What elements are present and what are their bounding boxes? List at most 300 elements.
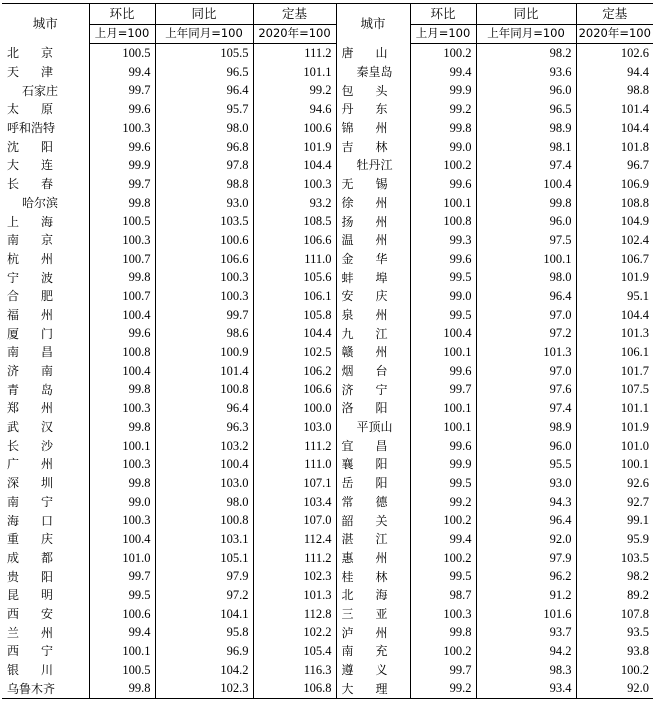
yoy-value: 97.9 bbox=[476, 549, 576, 568]
city-label: 武汉 bbox=[7, 420, 53, 435]
mom-value: 100.3 bbox=[89, 455, 155, 474]
mom-value: 99.8 bbox=[89, 418, 155, 437]
fixed-value: 94.4 bbox=[576, 63, 653, 82]
header-row-primary bbox=[2, 4, 653, 25]
mom-value: 100.3 bbox=[89, 399, 155, 418]
mom-value: 100.2 bbox=[410, 549, 476, 568]
city-label: 惠州 bbox=[341, 550, 388, 565]
table-row bbox=[2, 212, 653, 231]
city-name bbox=[2, 679, 89, 698]
table-row bbox=[2, 530, 653, 549]
yoy-value: 97.2 bbox=[476, 324, 576, 343]
mom-value: 99.7 bbox=[410, 661, 476, 680]
table-row bbox=[2, 642, 653, 661]
yoy-value: 96.4 bbox=[155, 81, 253, 100]
table-row bbox=[2, 455, 653, 474]
fixed-value: 104.4 bbox=[253, 156, 336, 175]
city-name bbox=[336, 399, 410, 418]
city-name bbox=[2, 100, 89, 119]
yoy-value: 94.3 bbox=[476, 493, 576, 512]
yoy-value: 101.4 bbox=[155, 362, 253, 381]
mom-value: 98.7 bbox=[410, 586, 476, 605]
mom-value: 99.5 bbox=[410, 268, 476, 287]
fixed-value: 99.1 bbox=[576, 511, 653, 530]
yoy-value: 93.0 bbox=[476, 474, 576, 493]
fixed-value: 104.4 bbox=[576, 306, 653, 325]
city-label: 赣州 bbox=[341, 345, 388, 360]
table-row bbox=[2, 287, 653, 306]
city-name bbox=[2, 81, 89, 100]
table-row bbox=[2, 194, 653, 213]
fixed-value: 103.0 bbox=[253, 418, 336, 437]
table-row bbox=[2, 679, 653, 698]
mom-value: 100.3 bbox=[410, 605, 476, 624]
mom-value: 100.7 bbox=[89, 287, 155, 306]
fixed-value: 102.3 bbox=[253, 567, 336, 586]
header-yoy-sub-left: 上年同月=100 bbox=[155, 25, 253, 44]
city-label: 桂林 bbox=[341, 569, 388, 584]
fixed-value: 100.2 bbox=[576, 661, 653, 680]
table-row bbox=[2, 493, 653, 512]
mom-value: 100.1 bbox=[410, 418, 476, 437]
yoy-value: 92.0 bbox=[476, 530, 576, 549]
fixed-value: 108.8 bbox=[576, 194, 653, 213]
fixed-value: 111.2 bbox=[253, 549, 336, 568]
mom-value: 99.4 bbox=[410, 63, 476, 82]
fixed-value: 100.6 bbox=[253, 119, 336, 138]
table-row bbox=[2, 418, 653, 437]
header-mom-sub-right: 上月=100 bbox=[410, 25, 476, 44]
fixed-value: 107.0 bbox=[253, 511, 336, 530]
city-label: 吉林 bbox=[341, 139, 388, 154]
city-label: 太原 bbox=[7, 102, 53, 117]
city-name bbox=[336, 100, 410, 119]
fixed-value: 106.1 bbox=[253, 287, 336, 306]
yoy-value: 93.0 bbox=[155, 194, 253, 213]
mom-value: 100.2 bbox=[410, 642, 476, 661]
fixed-value: 101.7 bbox=[576, 362, 653, 381]
mom-value: 99.6 bbox=[410, 436, 476, 455]
city-name bbox=[2, 268, 89, 287]
fixed-value: 106.6 bbox=[253, 231, 336, 250]
fixed-value: 111.0 bbox=[253, 250, 336, 269]
yoy-value: 100.1 bbox=[476, 250, 576, 269]
city-name bbox=[336, 137, 410, 156]
city-label: 上海 bbox=[7, 214, 53, 229]
yoy-value: 100.3 bbox=[155, 268, 253, 287]
mom-value: 100.3 bbox=[89, 119, 155, 138]
fixed-value: 94.6 bbox=[253, 100, 336, 119]
city-name bbox=[2, 474, 89, 493]
city-label: 岳阳 bbox=[341, 476, 388, 491]
city-label: 扬州 bbox=[341, 214, 388, 229]
yoy-value: 98.0 bbox=[476, 268, 576, 287]
city-label: 重庆 bbox=[7, 532, 53, 547]
mom-value: 99.7 bbox=[89, 567, 155, 586]
mom-value: 100.6 bbox=[89, 605, 155, 624]
header-fixed-right: 定基 bbox=[576, 4, 653, 25]
city-label: 成都 bbox=[7, 550, 53, 565]
fixed-value: 101.1 bbox=[576, 399, 653, 418]
table-row bbox=[2, 380, 653, 399]
fixed-value: 95.9 bbox=[576, 530, 653, 549]
fixed-value: 101.9 bbox=[253, 137, 336, 156]
city-name bbox=[336, 268, 410, 287]
fixed-value: 105.8 bbox=[253, 306, 336, 325]
city-label: 大连 bbox=[7, 158, 53, 173]
yoy-value: 96.0 bbox=[476, 212, 576, 231]
yoy-value: 98.9 bbox=[476, 119, 576, 138]
yoy-value: 104.1 bbox=[155, 605, 253, 624]
table-row bbox=[2, 605, 653, 624]
city-label: 哈尔滨 bbox=[22, 195, 59, 210]
yoy-value: 98.2 bbox=[476, 44, 576, 63]
city-name bbox=[336, 455, 410, 474]
city-name bbox=[2, 436, 89, 455]
city-label: 湛江 bbox=[341, 532, 388, 547]
fixed-value: 106.9 bbox=[576, 175, 653, 194]
yoy-value: 95.7 bbox=[155, 100, 253, 119]
fixed-value: 99.2 bbox=[253, 81, 336, 100]
city-label: 乌鲁木齐 bbox=[7, 681, 56, 696]
yoy-value: 100.9 bbox=[155, 343, 253, 362]
city-name bbox=[336, 567, 410, 586]
city-label: 常德 bbox=[341, 494, 388, 509]
yoy-value: 97.2 bbox=[155, 586, 253, 605]
city-label: 郑州 bbox=[7, 401, 53, 416]
fixed-value: 92.6 bbox=[576, 474, 653, 493]
fixed-value: 107.1 bbox=[253, 474, 336, 493]
header-mom-left: 环比 bbox=[89, 4, 155, 25]
yoy-value: 97.4 bbox=[476, 399, 576, 418]
table-row bbox=[2, 343, 653, 362]
fixed-value: 102.2 bbox=[253, 623, 336, 642]
yoy-value: 98.6 bbox=[155, 324, 253, 343]
yoy-value: 97.5 bbox=[476, 231, 576, 250]
city-label: 唐山 bbox=[341, 46, 388, 61]
city-label: 宜昌 bbox=[341, 438, 388, 453]
city-label: 南宁 bbox=[7, 494, 53, 509]
city-name bbox=[2, 231, 89, 250]
city-name bbox=[2, 623, 89, 642]
city-name bbox=[2, 175, 89, 194]
mom-value: 99.5 bbox=[410, 474, 476, 493]
mom-value: 99.9 bbox=[89, 156, 155, 175]
city-name bbox=[336, 194, 410, 213]
city-name bbox=[336, 306, 410, 325]
city-name bbox=[2, 642, 89, 661]
mom-value: 100.5 bbox=[89, 44, 155, 63]
mom-value: 99.6 bbox=[410, 250, 476, 269]
fixed-value: 106.6 bbox=[253, 380, 336, 399]
city-name bbox=[336, 530, 410, 549]
yoy-value: 97.9 bbox=[155, 567, 253, 586]
yoy-value: 96.8 bbox=[155, 137, 253, 156]
city-name bbox=[2, 63, 89, 82]
mom-value: 101.0 bbox=[89, 549, 155, 568]
fixed-value: 104.9 bbox=[576, 212, 653, 231]
mom-value: 100.2 bbox=[410, 44, 476, 63]
price-index-table-container bbox=[2, 3, 653, 699]
city-label: 襄阳 bbox=[341, 457, 388, 472]
city-name bbox=[2, 324, 89, 343]
fixed-value: 100.3 bbox=[253, 175, 336, 194]
fixed-value: 101.9 bbox=[576, 418, 653, 437]
city-name bbox=[336, 661, 410, 680]
mom-value: 99.0 bbox=[89, 493, 155, 512]
city-name bbox=[336, 586, 410, 605]
city-label: 大理 bbox=[341, 681, 388, 696]
city-label: 丹东 bbox=[341, 102, 388, 117]
city-name bbox=[336, 549, 410, 568]
city-name bbox=[336, 63, 410, 82]
yoy-value: 100.4 bbox=[155, 455, 253, 474]
mom-value: 100.4 bbox=[410, 324, 476, 343]
city-label: 九江 bbox=[341, 326, 388, 341]
table-row bbox=[2, 511, 653, 530]
price-index-table bbox=[2, 3, 653, 699]
fixed-value: 100.1 bbox=[576, 455, 653, 474]
fixed-value: 105.6 bbox=[253, 268, 336, 287]
fixed-value: 104.4 bbox=[576, 119, 653, 138]
mom-value: 99.7 bbox=[89, 175, 155, 194]
header-mom-right: 环比 bbox=[410, 4, 476, 25]
yoy-value: 97.0 bbox=[476, 362, 576, 381]
mom-value: 100.4 bbox=[89, 530, 155, 549]
yoy-value: 95.8 bbox=[155, 623, 253, 642]
table-row bbox=[2, 63, 653, 82]
fixed-value: 98.8 bbox=[576, 81, 653, 100]
city-label: 包头 bbox=[341, 83, 388, 98]
mom-value: 99.6 bbox=[89, 100, 155, 119]
fixed-value: 101.3 bbox=[576, 324, 653, 343]
table-row bbox=[2, 324, 653, 343]
city-label: 金华 bbox=[341, 251, 388, 266]
city-label: 北海 bbox=[341, 588, 388, 603]
city-name bbox=[2, 399, 89, 418]
table-row bbox=[2, 586, 653, 605]
city-name bbox=[336, 642, 410, 661]
city-label: 徐州 bbox=[341, 195, 388, 210]
city-name bbox=[2, 418, 89, 437]
city-name bbox=[336, 623, 410, 642]
header-row-secondary bbox=[2, 25, 653, 44]
mom-value: 99.4 bbox=[410, 530, 476, 549]
city-name bbox=[336, 436, 410, 455]
yoy-value: 105.1 bbox=[155, 549, 253, 568]
header-fixed-sub-right: 2020年=100 bbox=[576, 25, 653, 44]
city-name bbox=[2, 44, 89, 63]
city-name bbox=[336, 156, 410, 175]
city-name bbox=[336, 511, 410, 530]
city-label: 天津 bbox=[7, 65, 53, 80]
city-name bbox=[336, 212, 410, 231]
mom-value: 99.0 bbox=[410, 287, 476, 306]
city-name bbox=[336, 287, 410, 306]
yoy-value: 97.0 bbox=[476, 306, 576, 325]
fixed-value: 104.4 bbox=[253, 324, 336, 343]
fixed-value: 101.4 bbox=[576, 100, 653, 119]
mom-value: 99.5 bbox=[410, 567, 476, 586]
yoy-value: 99.8 bbox=[476, 194, 576, 213]
city-name bbox=[336, 81, 410, 100]
city-label: 银川 bbox=[7, 663, 53, 678]
mom-value: 100.4 bbox=[89, 362, 155, 381]
yoy-value: 97.8 bbox=[155, 156, 253, 175]
city-name bbox=[336, 380, 410, 399]
fixed-value: 93.5 bbox=[576, 623, 653, 642]
header-city-right: 城市 bbox=[336, 4, 410, 44]
table-row bbox=[2, 156, 653, 175]
table-row bbox=[2, 399, 653, 418]
mom-value: 99.6 bbox=[89, 324, 155, 343]
yoy-value: 96.5 bbox=[155, 63, 253, 82]
city-label: 海口 bbox=[7, 513, 53, 528]
fixed-value: 103.4 bbox=[253, 493, 336, 512]
yoy-value: 101.6 bbox=[476, 605, 576, 624]
mom-value: 100.5 bbox=[89, 661, 155, 680]
mom-value: 99.8 bbox=[89, 679, 155, 698]
city-label: 秦皇岛 bbox=[356, 65, 393, 80]
city-name bbox=[2, 119, 89, 138]
table-row bbox=[2, 137, 653, 156]
city-name bbox=[2, 605, 89, 624]
header-mom-sub-left: 上月=100 bbox=[89, 25, 155, 44]
mom-value: 99.8 bbox=[89, 194, 155, 213]
table-row bbox=[2, 567, 653, 586]
city-name bbox=[2, 586, 89, 605]
mom-value: 99.2 bbox=[410, 679, 476, 698]
yoy-value: 93.4 bbox=[476, 679, 576, 698]
mom-value: 99.2 bbox=[410, 493, 476, 512]
city-name bbox=[336, 175, 410, 194]
fixed-value: 105.4 bbox=[253, 642, 336, 661]
mom-value: 99.6 bbox=[89, 137, 155, 156]
city-name bbox=[336, 605, 410, 624]
city-label: 北京 bbox=[7, 46, 53, 61]
city-name bbox=[336, 250, 410, 269]
yoy-value: 98.8 bbox=[155, 175, 253, 194]
city-name bbox=[336, 679, 410, 698]
fixed-value: 111.2 bbox=[253, 44, 336, 63]
header-city-left: 城市 bbox=[32, 15, 58, 31]
table-row bbox=[2, 362, 653, 381]
yoy-value: 93.7 bbox=[476, 623, 576, 642]
yoy-value: 98.1 bbox=[476, 137, 576, 156]
city-label: 石家庄 bbox=[22, 83, 59, 98]
mom-value: 99.8 bbox=[410, 119, 476, 138]
yoy-value: 96.4 bbox=[476, 511, 576, 530]
mom-value: 100.3 bbox=[89, 231, 155, 250]
city-name bbox=[2, 530, 89, 549]
mom-value: 99.8 bbox=[89, 268, 155, 287]
city-name bbox=[336, 418, 410, 437]
mom-value: 99.9 bbox=[410, 455, 476, 474]
table-row bbox=[2, 306, 653, 325]
table-row bbox=[2, 474, 653, 493]
mom-value: 100.3 bbox=[89, 511, 155, 530]
city-label: 昆明 bbox=[7, 588, 53, 603]
yoy-value: 94.2 bbox=[476, 642, 576, 661]
city-label: 青岛 bbox=[7, 382, 53, 397]
city-label: 厦门 bbox=[7, 326, 53, 341]
city-label: 锦州 bbox=[341, 121, 388, 136]
city-label: 沈阳 bbox=[7, 139, 53, 154]
header-yoy-left: 同比 bbox=[155, 4, 253, 25]
fixed-value: 100.0 bbox=[253, 399, 336, 418]
fixed-value: 111.2 bbox=[253, 436, 336, 455]
mom-value: 99.6 bbox=[410, 362, 476, 381]
table-row bbox=[2, 44, 653, 63]
yoy-value: 98.0 bbox=[155, 493, 253, 512]
city-label: 遵义 bbox=[341, 663, 388, 678]
mom-value: 100.1 bbox=[410, 194, 476, 213]
yoy-value: 100.6 bbox=[155, 231, 253, 250]
header-yoy-right: 同比 bbox=[476, 4, 576, 25]
table-row bbox=[2, 549, 653, 568]
city-label: 泸州 bbox=[341, 625, 388, 640]
table-row bbox=[2, 268, 653, 287]
mom-value: 99.5 bbox=[89, 586, 155, 605]
mom-value: 99.8 bbox=[410, 623, 476, 642]
city-name bbox=[2, 380, 89, 399]
fixed-value: 106.1 bbox=[576, 343, 653, 362]
yoy-value: 96.0 bbox=[476, 81, 576, 100]
table-row bbox=[2, 231, 653, 250]
yoy-value: 100.3 bbox=[155, 287, 253, 306]
city-name bbox=[336, 362, 410, 381]
mom-value: 99.4 bbox=[89, 623, 155, 642]
mom-value: 99.6 bbox=[410, 175, 476, 194]
table-row bbox=[2, 81, 653, 100]
city-label: 济宁 bbox=[341, 382, 388, 397]
city-label: 西安 bbox=[7, 606, 53, 621]
city-label: 广州 bbox=[7, 457, 53, 472]
yoy-value: 100.4 bbox=[476, 175, 576, 194]
yoy-value: 103.2 bbox=[155, 436, 253, 455]
fixed-value: 111.0 bbox=[253, 455, 336, 474]
fixed-value: 92.0 bbox=[576, 679, 653, 698]
fixed-value: 93.2 bbox=[253, 194, 336, 213]
table-row bbox=[2, 119, 653, 138]
mom-value: 99.8 bbox=[89, 380, 155, 399]
mom-value: 100.1 bbox=[89, 436, 155, 455]
yoy-value: 104.2 bbox=[155, 661, 253, 680]
city-name bbox=[336, 474, 410, 493]
city-label: 洛阳 bbox=[341, 401, 388, 416]
city-name bbox=[336, 44, 410, 63]
city-label: 宁波 bbox=[7, 270, 53, 285]
fixed-value: 103.5 bbox=[576, 549, 653, 568]
yoy-value: 100.8 bbox=[155, 511, 253, 530]
city-label: 安庆 bbox=[341, 289, 388, 304]
fixed-value: 108.5 bbox=[253, 212, 336, 231]
mom-value: 100.5 bbox=[89, 212, 155, 231]
city-name bbox=[2, 511, 89, 530]
fixed-value: 102.4 bbox=[576, 231, 653, 250]
mom-value: 99.5 bbox=[410, 306, 476, 325]
city-label: 蚌埠 bbox=[341, 270, 388, 285]
yoy-value: 99.7 bbox=[155, 306, 253, 325]
city-name bbox=[2, 212, 89, 231]
yoy-value: 106.6 bbox=[155, 250, 253, 269]
fixed-value: 106.7 bbox=[576, 250, 653, 269]
mom-value: 99.0 bbox=[410, 137, 476, 156]
yoy-value: 103.0 bbox=[155, 474, 253, 493]
table-row bbox=[2, 661, 653, 680]
city-label: 兰州 bbox=[7, 625, 53, 640]
city-label: 深圳 bbox=[7, 476, 53, 491]
